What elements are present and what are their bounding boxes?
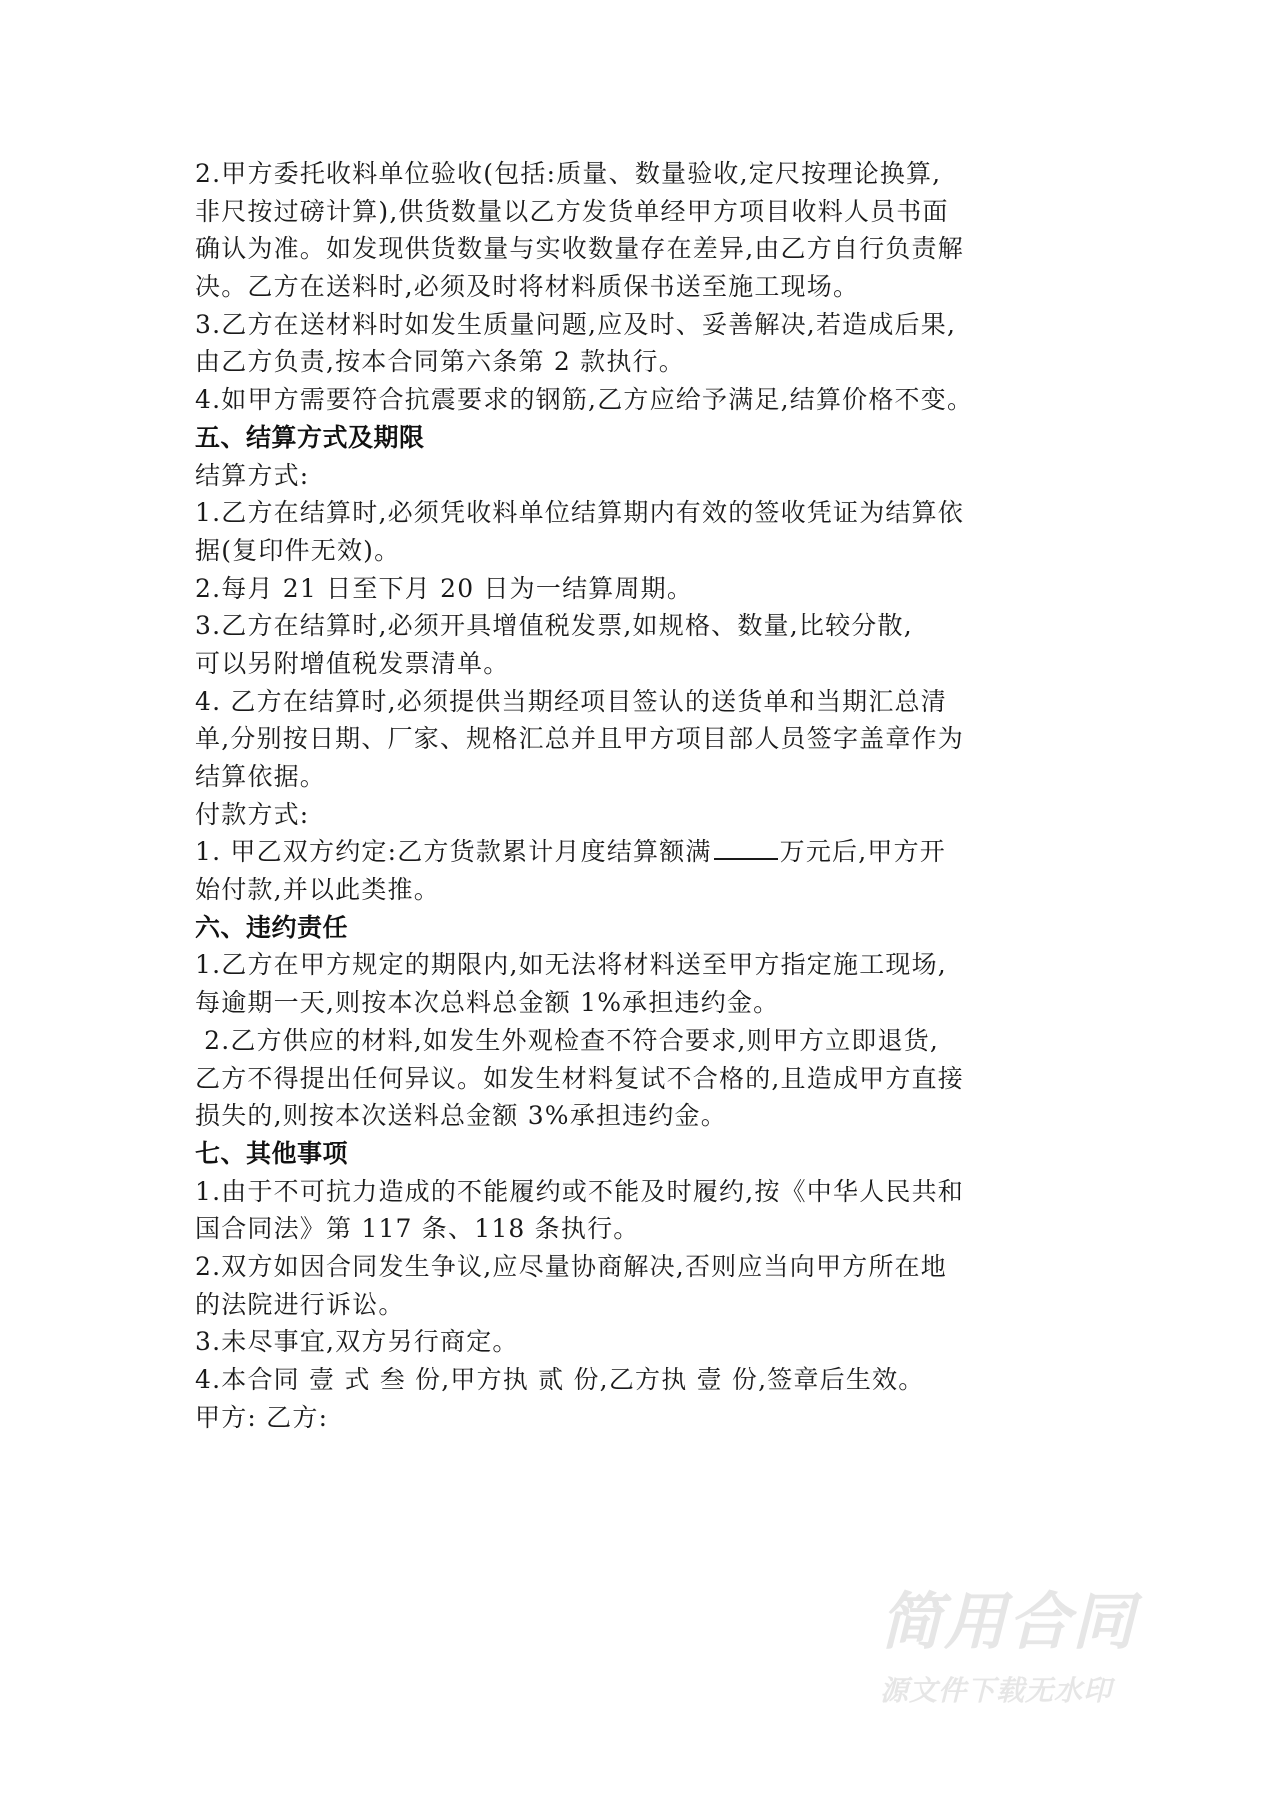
payment-clause-suffix: 万元后,甲方开 bbox=[779, 837, 946, 867]
watermark bbox=[880, 1585, 1180, 1708]
clause-5-1-line-1: 1.乙方在结算时,必须凭收料单位结算期内有效的签收凭证为结算依 bbox=[195, 498, 965, 528]
clause-5-4-line-1: 4. 乙方在结算时,必须提供当期经项目签认的送货单和当期汇总清 bbox=[195, 686, 947, 716]
clause-6-1-line-1: 1.乙方在甲方规定的期限内,如无法将材料送至甲方指定施工现场, bbox=[195, 950, 947, 980]
payment-clause-line-2: 始付款,并以此类推。 bbox=[195, 875, 440, 905]
clause-4-4: 4.如甲方需要符合抗震要求的钢筋,乙方应给予满足,结算价格不变。 bbox=[195, 385, 974, 415]
clause-4-3-line-2: 由乙方负责,按本合同第六条第 2 款执行。 bbox=[195, 347, 685, 377]
clause-5-1-line-2: 据(复印件无效)。 bbox=[195, 535, 401, 565]
payment-clause-prefix: 1. 甲乙双方约定:乙方货款累计月度结算额满 bbox=[195, 837, 712, 867]
contract-body bbox=[195, 155, 1095, 1436]
clause-4-3-line-1: 3.乙方在送材料时如发生质量问题,应及时、妥善解决,若造成后果, bbox=[195, 309, 957, 339]
watermark-title: 简用合同 bbox=[880, 1585, 1137, 1658]
clause-5-2: 2.每月 21 日至下月 20 日为一结算周期。 bbox=[195, 573, 694, 603]
payment-threshold-blank[interactable] bbox=[714, 834, 778, 860]
clause-7-1-line-2: 国合同法》第 117 条、118 条执行。 bbox=[195, 1214, 640, 1244]
clause-5-4-line-2: 单,分别按日期、厂家、规格汇总并且甲方项目部人员签字盖章作为 bbox=[195, 724, 964, 754]
clause-7-2-line-2: 的法院进行诉讼。 bbox=[195, 1289, 405, 1319]
clause-6-2-line-3: 损失的,则按本次送料总金额 3%承担违约金。 bbox=[195, 1101, 727, 1131]
section-5-heading: 五、结算方式及期限 bbox=[195, 422, 425, 452]
signature-parties: 甲方: 乙方: bbox=[195, 1402, 329, 1432]
section-6-heading: 六、违约责任 bbox=[195, 912, 349, 942]
clause-5-4-line-3: 结算依据。 bbox=[195, 762, 327, 791]
clause-4-2-line-3: 确认为准。如发现供货数量与实收数量存在差异,由乙方自行负责解 bbox=[195, 234, 964, 264]
clause-6-2-line-2: 乙方不得提出任何异议。如发生材料复试不合格的,且造成甲方直接 bbox=[195, 1063, 964, 1093]
clause-6-1-line-2: 每逾期一天,则按本次总料总金额 1%承担违约金。 bbox=[195, 988, 780, 1018]
section-7-heading: 七、其他事项 bbox=[195, 1138, 349, 1168]
payment-method-label: 付款方式: bbox=[195, 799, 310, 829]
clause-5-3-line-2: 可以另附增值税发票清单。 bbox=[195, 648, 510, 678]
clause-4-2-line-4: 决。乙方在送料时,必须及时将材料质保书送至施工现场。 bbox=[195, 272, 860, 302]
clause-7-1-line-1: 1.由于不可抗力造成的不能履约或不能及时履约,按《中华人民共和 bbox=[195, 1176, 965, 1206]
clause-7-4: 4.本合同 壹 式 叁 份,甲方执 贰 份,乙方执 壹 份,签章后生效。 bbox=[195, 1365, 925, 1394]
clause-5-3-line-1: 3.乙方在结算时,必须开具增值税发票,如规格、数量,比较分散, bbox=[195, 611, 913, 641]
clause-6-2-line-1: 2.乙方供应的材料,如发生外观检查不符合要求,则甲方立即退货, bbox=[195, 1025, 940, 1055]
payment-clause-line-1 bbox=[195, 833, 1095, 871]
clause-7-3: 3.未尽事宜,双方另行商定。 bbox=[195, 1327, 519, 1357]
settlement-method-label: 结算方式: bbox=[195, 460, 310, 490]
clause-4-2-line-1: 2.甲方委托收料单位验收(包括:质量、数量验收,定尺按理论换算, bbox=[195, 159, 942, 188]
clause-7-2-line-1: 2.双方如因合同发生争议,应尽量协商解决,否则应当向甲方所在地 bbox=[195, 1251, 947, 1281]
clause-4-2-line-2: 非尺按过磅计算),供货数量以乙方发货单经甲方项目收料人员书面 bbox=[195, 196, 949, 226]
watermark-subtitle: 源文件下载无水印 bbox=[880, 1674, 1113, 1707]
